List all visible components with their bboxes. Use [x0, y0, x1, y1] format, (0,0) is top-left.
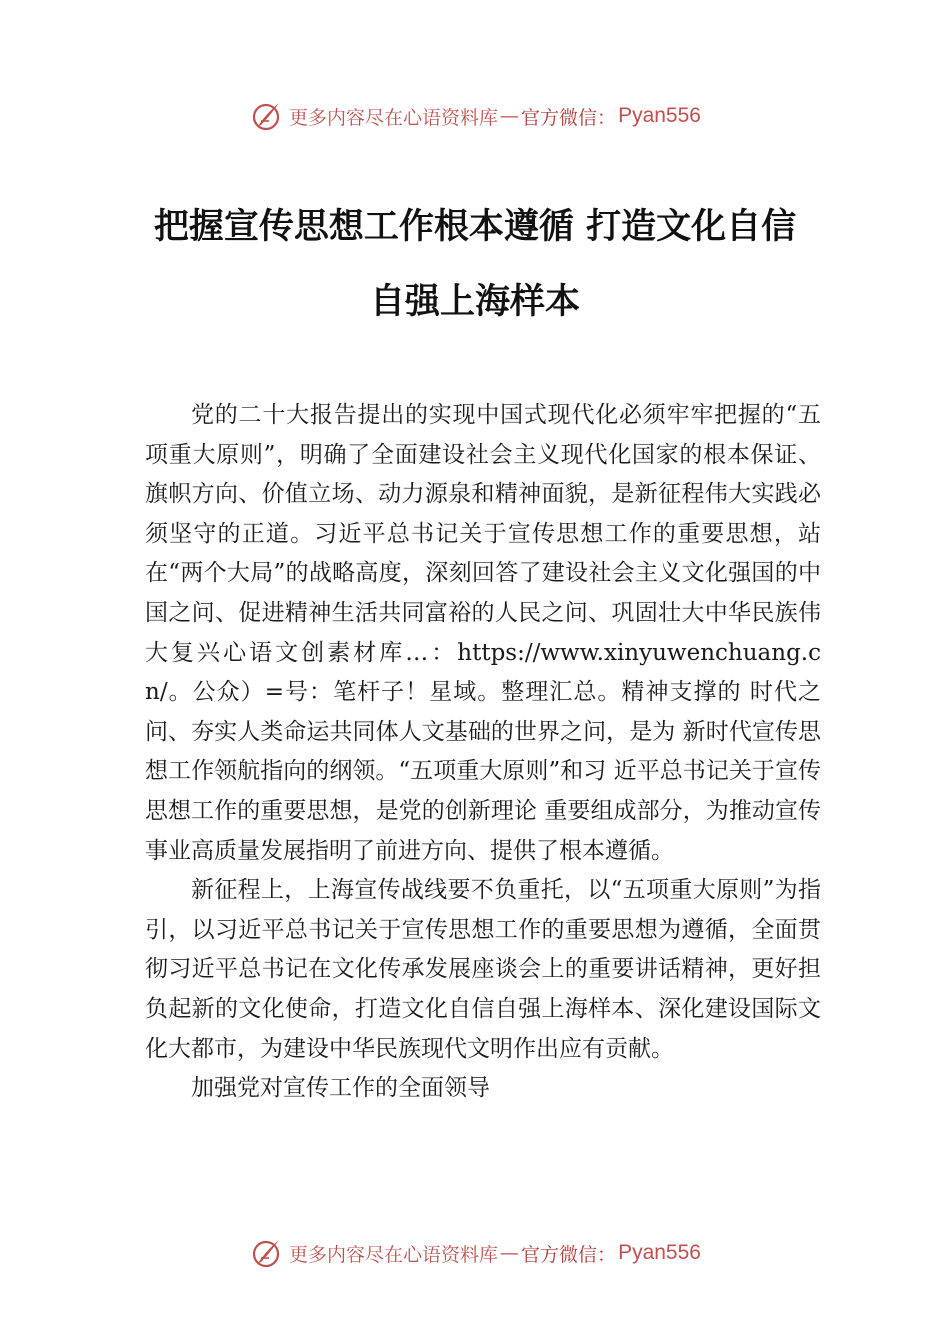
quill-seal-icon — [249, 1236, 283, 1270]
paragraph-3: 加强党对宣传工作的全面领导 — [191, 1075, 490, 1102]
paragraph-2: 新征程上，上海宣传战线要不负重托，以“五项重大原则”为指引，以习近平总书记关于宣传思想工作的重要思想为遵循，全面贯彻习近平总书记在文化传承发展座谈会上的重要讲话精神，更好担负起新的文化使命，打造文化自信自强上海样本、深化建设国际文化大都市，为建设中华民族现代文明作出应有贡献。 — [145, 877, 821, 1062]
document-body — [145, 396, 821, 1109]
quill-seal-icon — [249, 99, 283, 133]
brand-text: 更多内容尽在心语资料库 — [289, 1243, 499, 1266]
footer-banner — [0, 1233, 950, 1273]
document-title-line-1: 把握宣传思想工作根本遵循 打造文化自信 — [153, 207, 797, 247]
wechat-label: 官方微信： — [521, 1243, 617, 1266]
wechat-label: 官方微信： — [521, 106, 617, 129]
separator-dash: — — [500, 105, 520, 127]
wechat-id: Pyan556 — [618, 1241, 701, 1264]
wechat-id: Pyan556 — [618, 104, 701, 127]
separator-dash: — — [500, 1242, 520, 1264]
brand-text: 更多内容尽在心语资料库 — [289, 106, 499, 129]
header-banner — [0, 96, 950, 136]
paragraph-1: 党的二十大报告提出的实现中国式现代化必须牢牢把握的“五项重大原则”，明确了全面建设社会主义现代化国家的根本保证、旗帜方向、价值立场、动力源泉和精神面貌，是新征程伟大实践必须坚守的正道。习近平总书记关于宣传思想工作的重要思想，站在“两个大局”的战略高度，深刻回答了建设社会主义文化强国的中国之问、促进精神生活共同富裕的人民之问、巩固壮大中华民族伟大复兴心语文创素材库…：https://www.xinyuwenchuang.cn/。公众）=号：笔杆子！星域。整理汇总。精神支撑的 时代之问、夯实人类命运共同体人文基础的世界之问，是为 新时代宣传思想工作领航指向的纲领。“五项重大原则”和习 近平总书记关于宣传思想工作的重要思想，是党的创新理论 重要组成部分，为推动宣传事业高质量发展指明了前进方向、提供了根本遵循。 — [145, 402, 821, 864]
document-title-line-2: 自强上海样本 — [369, 282, 580, 322]
